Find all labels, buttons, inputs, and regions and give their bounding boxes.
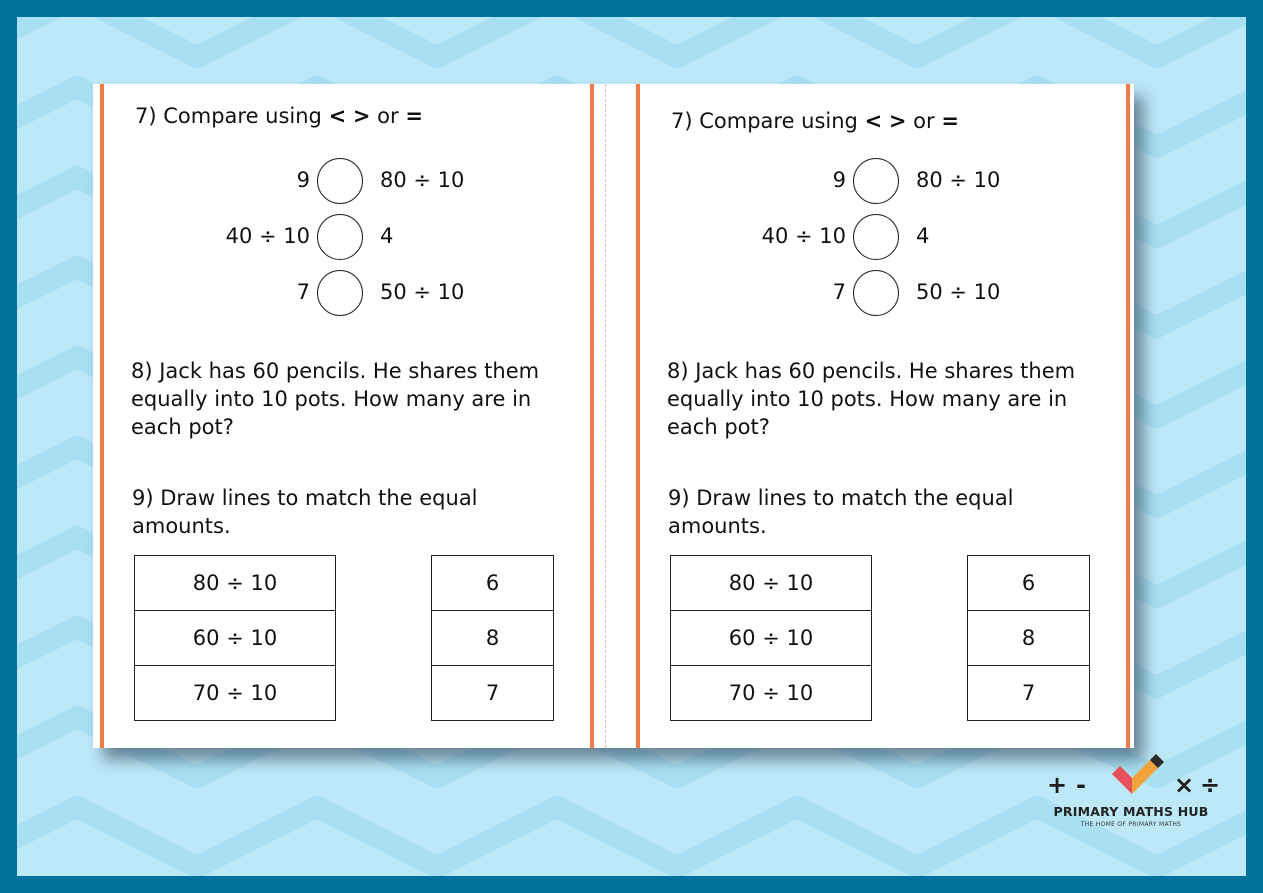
question-card-right [636,84,1130,748]
checkmark-pencil-icon [1104,752,1168,798]
equals-symbol: = [405,104,423,128]
equals-symbol: = [941,109,959,133]
question-7-label: 7) Compare using [671,109,858,133]
fold-line [605,84,606,748]
question-7 [135,102,423,130]
primary-maths-hub-logo [1040,752,1222,834]
question-8: 8) Jack has 60 pencils. He shares them equally into 10 pots. How many are in each pot? [131,359,540,439]
match-table-left [670,555,872,721]
match-right-cell[interactable]: 6 [968,556,1090,611]
question-card-left [100,84,594,748]
compare-left-value: 40 ÷ 10 [761,224,846,248]
compare-right-value: 50 ÷ 10 [380,280,465,304]
compare-right-value: 80 ÷ 10 [916,168,1001,192]
compare-row [640,213,1126,263]
match-left-cell[interactable]: 70 ÷ 10 [135,666,336,721]
question-9: 9) Draw lines to match the equal amounts. [132,486,478,538]
match-right-cell[interactable]: 6 [432,556,554,611]
question-8: 8) Jack has 60 pencils. He shares them equally into 10 pots. How many are in each pot? [667,359,1076,439]
or-word: or [377,104,399,128]
divide-icon: ÷ [1200,771,1221,799]
greater-than-symbol: > [888,109,907,133]
minus-icon: - [1076,771,1086,799]
logo-tagline: THE HOME OF PRIMARY MATHS [1080,821,1182,828]
answer-circle[interactable] [853,214,899,260]
answer-circle[interactable] [853,158,899,204]
match-right-cell[interactable]: 8 [432,611,554,666]
compare-row [640,269,1126,319]
match-left-cell[interactable]: 60 ÷ 10 [135,611,336,666]
logo-name: PRIMARY MATHS HUB [1053,804,1209,819]
match-right-cell[interactable]: 8 [968,611,1090,666]
compare-right-value: 4 [380,224,394,248]
question-9: 9) Draw lines to match the equal amounts. [668,486,1014,538]
compare-left-value: 9 [296,168,310,192]
question-7-label: 7) Compare using [135,104,322,128]
match-left-cell[interactable]: 70 ÷ 10 [671,666,872,721]
match-right-cell[interactable]: 7 [432,666,554,721]
match-left-cell[interactable]: 80 ÷ 10 [135,556,336,611]
compare-left-value: 7 [296,280,310,304]
compare-row [640,157,1126,207]
worksheet-sheet [93,84,1134,748]
question-7 [671,107,959,135]
less-than-symbol: < [328,104,347,128]
match-table-right [967,555,1090,721]
compare-right-value: 80 ÷ 10 [380,168,465,192]
match-left-cell[interactable]: 80 ÷ 10 [671,556,872,611]
compare-right-value: 4 [916,224,930,248]
compare-left-value: 40 ÷ 10 [225,224,310,248]
compare-row [104,213,590,263]
compare-left-value: 9 [832,168,846,192]
compare-row [104,157,590,207]
or-word: or [913,109,935,133]
compare-right-value: 50 ÷ 10 [916,280,1001,304]
match-right-cell[interactable]: 7 [968,666,1090,721]
answer-circle[interactable] [317,158,363,204]
match-left-cell[interactable]: 60 ÷ 10 [671,611,872,666]
answer-circle[interactable] [853,270,899,316]
match-table-right [431,555,554,721]
answer-circle[interactable] [317,270,363,316]
times-icon: × [1174,771,1195,799]
less-than-symbol: < [864,109,883,133]
compare-row [104,269,590,319]
answer-circle[interactable] [317,214,363,260]
compare-left-value: 7 [832,280,846,304]
greater-than-symbol: > [352,104,371,128]
match-table-left [134,555,336,721]
plus-icon: + [1047,771,1068,799]
